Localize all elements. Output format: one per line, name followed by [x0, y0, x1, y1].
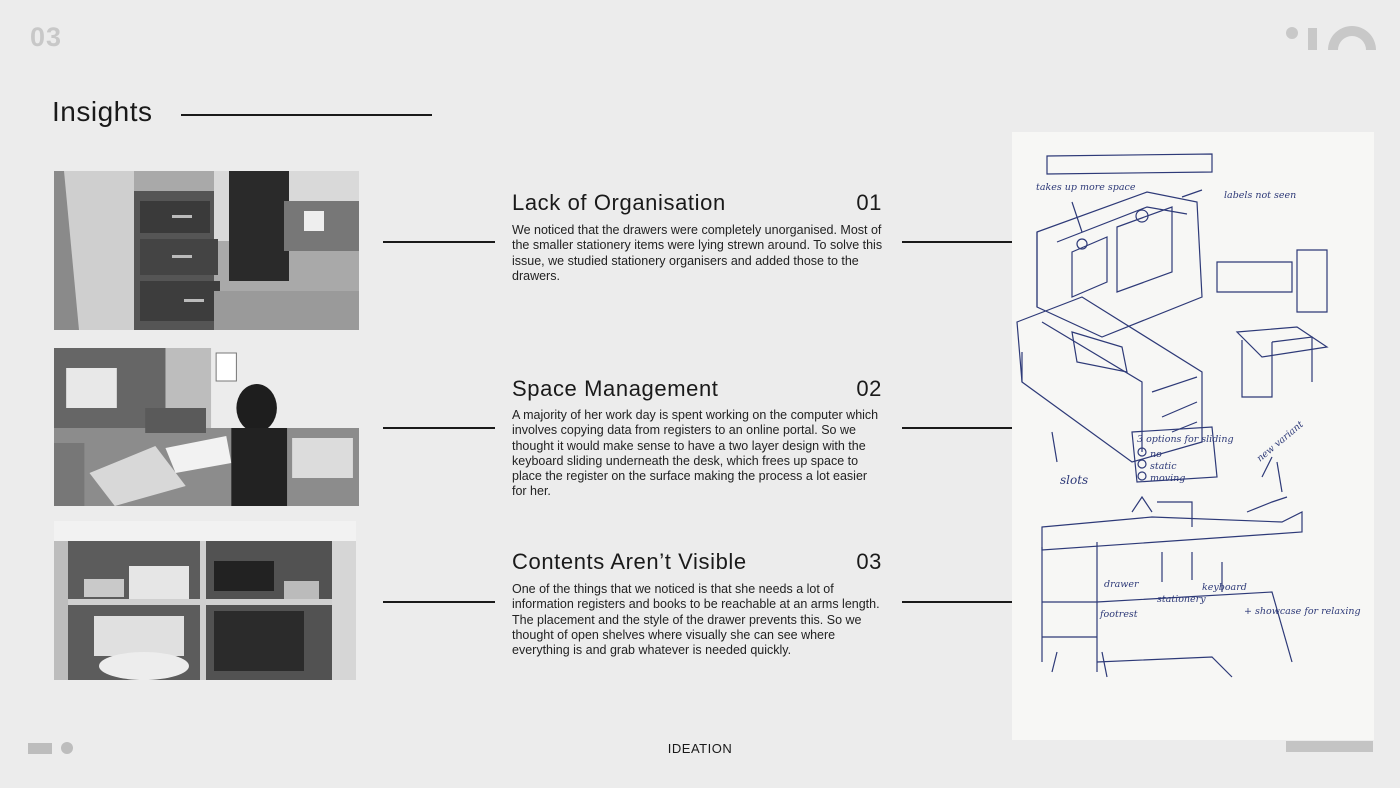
insight-body: A majority of her work day is spent working on the computer which involves copying data from registers to an online portal. So we thought it would make sense to have a two layer design with the keyboard sliding underneath the desk, which frees up space to place the register on the surface making the process a lot easier for her. [512, 408, 879, 499]
photo-drawers [54, 171, 359, 330]
sketch-note: labels not seen [1224, 190, 1297, 201]
insight-heading: Lack of Organisation [512, 190, 726, 215]
sketch-note: stationery [1157, 594, 1206, 605]
insight-number: 02 [856, 376, 882, 401]
insight-number: 03 [856, 549, 882, 574]
page-number: 03 [30, 22, 63, 52]
title-rule [181, 114, 432, 116]
sketch-note: takes up more space [1036, 182, 1136, 193]
insight-body: We noticed that the drawers were completely unorganised. Most of the smaller stationery items were lying strewn around. To solve this issue, we studied stationery organisers and added those to the drawers. [512, 223, 883, 283]
connector-right-1 [902, 241, 1014, 243]
insight-body: One of the things that we noticed is that she needs a lot of information registers and books to be reachable at an arms length. The placement and the style of the drawer prevents this. So we thought of open shelves where visually she can see where everything is and grab whatever is needed quickly. [512, 582, 880, 658]
sketch-note: moving [1150, 473, 1186, 484]
desk-sketch [1012, 132, 1374, 740]
insight-heading: Space Management [512, 376, 719, 401]
sketch-note: + showcase for relaxing [1244, 606, 1361, 617]
sketch-note: keyboard [1202, 582, 1247, 593]
insight-heading: Contents Aren’t Visible [512, 549, 747, 574]
footer-label: IDEATION [667, 741, 733, 756]
insight-number: 01 [856, 190, 882, 215]
photo-desk-work [54, 348, 359, 506]
sketch-note: drawer [1104, 579, 1139, 590]
sketch-note: footrest [1100, 609, 1138, 620]
footer-square-icon [28, 743, 52, 754]
sketch-note: 3 options for sliding [1137, 434, 1234, 445]
connector-left-2 [383, 427, 495, 429]
sketch-note: no [1150, 449, 1162, 460]
footer-dot-icon [61, 742, 73, 754]
sketch-note: slots [1060, 473, 1089, 487]
page-title: Insights [52, 96, 153, 127]
connector-right-2 [902, 427, 1014, 429]
sketch-note: new variant [1254, 419, 1306, 465]
photo-shelves [54, 521, 356, 680]
connector-left-1 [383, 241, 495, 243]
connector-left-3 [383, 601, 495, 603]
sketch-note: static [1150, 461, 1177, 472]
connector-right-3 [902, 601, 1014, 603]
footer-bar [1286, 741, 1373, 752]
brand-logo-icon [1284, 24, 1376, 50]
